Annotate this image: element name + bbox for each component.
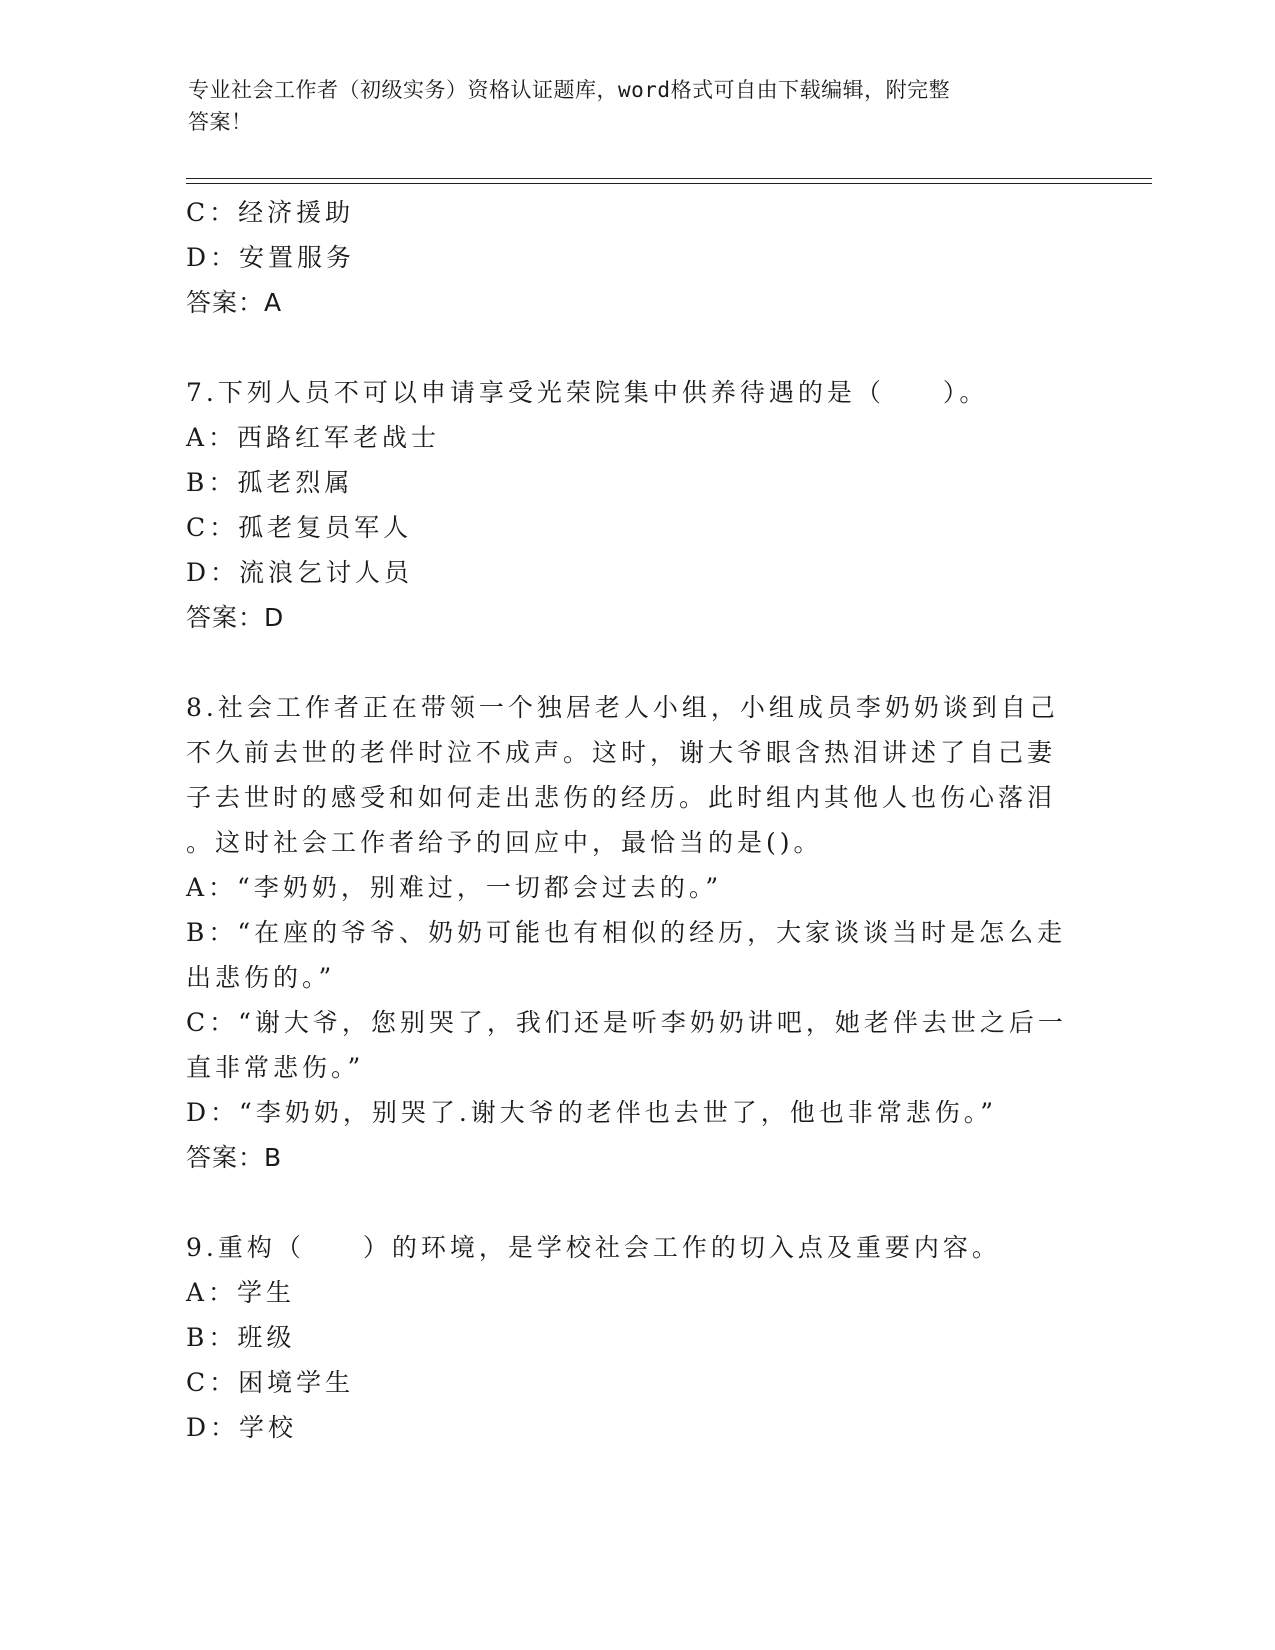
- option-a: A：西路红军老战士: [186, 423, 441, 452]
- question-7: [186, 370, 1076, 640]
- spacer: [186, 1180, 1076, 1225]
- option-d: D：流浪乞讨人员: [186, 558, 414, 587]
- option-c-line-2: 直非常悲伤。”: [186, 1053, 365, 1082]
- question-9: [186, 1225, 1076, 1450]
- header-line-2: 答案！: [188, 110, 253, 134]
- question-content: [186, 190, 1076, 1450]
- spacer: [186, 640, 1076, 685]
- option-b: B：孤老烈属: [186, 468, 354, 497]
- page-header: [188, 74, 1068, 138]
- question-stem: 9.重构（ ）的环境，是学校社会工作的切入点及重要内容。: [186, 1233, 1001, 1262]
- question-stem-line-1: 8.社会工作者正在带领一个独居老人小组，小组成员李奶奶谈到自己: [186, 693, 1059, 722]
- option-a: A：“李奶奶，别难过，一切都会过去的。”: [186, 873, 723, 902]
- answer-label: 答案：D: [186, 603, 285, 632]
- spacer: [186, 325, 1076, 370]
- question-stem-line-3: 子去世时的感受和如何走出悲伤的经历。此时组内其他人也伤心落泪: [186, 783, 1057, 812]
- option-b-line-2: 出悲伤的。”: [186, 963, 336, 992]
- question-6-tail: [186, 190, 1076, 325]
- option-b: B：班级: [186, 1323, 296, 1352]
- answer-label: 答案：A: [186, 288, 283, 317]
- option-a: A：学生: [186, 1278, 296, 1307]
- question-stem: 7.下列人员不可以申请享受光荣院集中供养待遇的是（ ）。: [186, 378, 989, 407]
- option-c: C：经济援助: [186, 198, 355, 227]
- option-c: C：孤老复员军人: [186, 513, 413, 542]
- option-b-line-1: B：“在座的爷爷、奶奶可能也有相似的经历，大家谈谈当时是怎么走: [186, 918, 1067, 947]
- option-c: C：困境学生: [186, 1368, 355, 1397]
- question-stem-line-2: 不久前去世的老伴时泣不成声。这时，谢大爷眼含热泪讲述了自己妻: [186, 738, 1057, 767]
- option-d: D：“李奶奶，别哭了.谢大爷的老伴也去世了，他也非常悲伤。”: [186, 1098, 998, 1127]
- option-d: D：安置服务: [186, 243, 356, 272]
- header-divider-bottom: [186, 183, 1152, 184]
- question-stem-line-4: 。这时社会工作者给予的回应中，最恰当的是()。: [186, 828, 823, 857]
- option-c-line-1: C：“谢大爷，您别哭了，我们还是听李奶奶讲吧，她老伴去世之后一: [186, 1008, 1067, 1037]
- header-line-1: 专业社会工作者（初级实务）资格认证题库，word格式可自由下载编辑，附完整: [188, 78, 951, 102]
- question-8: [186, 685, 1076, 1180]
- header-divider-top: [186, 178, 1152, 179]
- answer-label: 答案：B: [186, 1143, 283, 1172]
- option-d: D：学校: [186, 1413, 298, 1442]
